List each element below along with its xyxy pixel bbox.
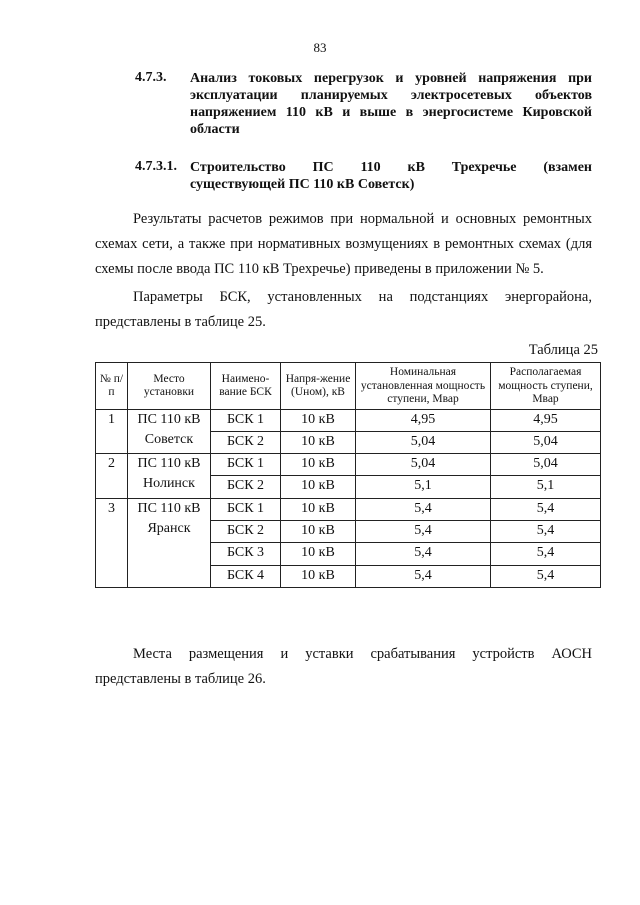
table-row (96, 409, 601, 431)
cell-nominal: 5,4 (356, 498, 491, 520)
group-place (128, 454, 211, 499)
cell-name: БСК 4 (211, 565, 281, 587)
paragraph-bsk-params: Параметры БСК, установленных на подстанциях энергорайона, представлены в таблице 25. (95, 289, 592, 330)
header-available: Располагаемая мощность ступени, Мвар (491, 363, 601, 410)
group-place-line1: ПС 110 кВ (137, 500, 201, 516)
cell-available: 4,95 (491, 409, 601, 431)
cell-voltage: 10 кВ (281, 454, 356, 476)
cell-available: 5,04 (491, 431, 601, 453)
table-row (96, 454, 601, 476)
cell-available: 5,4 (491, 543, 601, 565)
cell-name: БСК 1 (211, 498, 281, 520)
cell-nominal: 5,4 (356, 520, 491, 542)
header-voltage (281, 363, 356, 410)
cell-nominal: 4,95 (356, 409, 491, 431)
cell-voltage: 10 кВ (281, 565, 356, 587)
group-place-line2: Нолинск (143, 476, 195, 492)
table-header-row (96, 363, 601, 410)
header-nominal: Номинальная установленная мощность ступени, Мвар (356, 363, 491, 410)
cell-nominal: 5,1 (356, 476, 491, 498)
cell-voltage: 10 кВ (281, 543, 356, 565)
header-name: Наимено-вание БСК (211, 363, 281, 410)
cell-nominal: 5,04 (356, 454, 491, 476)
group-num: 2 (96, 454, 128, 499)
cell-available: 5,4 (491, 498, 601, 520)
subsection-number: 4.7.3.1. (135, 159, 177, 174)
group-place-line1: ПС 110 кВ (137, 411, 201, 427)
cell-name: БСК 1 (211, 409, 281, 431)
cell-voltage: 10 кВ (281, 476, 356, 498)
cell-available: 5,4 (491, 565, 601, 587)
group-place-line2: Советск (144, 431, 194, 447)
group-place-line1: ПС 110 кВ (137, 456, 201, 472)
cell-name: БСК 1 (211, 454, 281, 476)
cell-nominal: 5,4 (356, 543, 491, 565)
group-num: 1 (96, 409, 128, 454)
header-voltage-line1: Напря-жение (285, 372, 351, 385)
section-number: 4.7.3. (135, 70, 167, 85)
cell-voltage: 10 кВ (281, 520, 356, 542)
cell-available: 5,4 (491, 520, 601, 542)
group-place (128, 498, 211, 587)
cell-voltage: 10 кВ (281, 409, 356, 431)
paragraph-aosh: Места размещения и уставки срабатывания устройств АОСН представлены в таблице 26. (95, 646, 592, 687)
cell-voltage: 10 кВ (281, 431, 356, 453)
cell-nominal: 5,04 (356, 431, 491, 453)
group-place-line2: Яранск (147, 520, 191, 536)
cell-name: БСК 3 (211, 543, 281, 565)
section-title: Анализ токовых перегрузок и уровней напряжения при эксплуатации планируемых электросетевых объектов напряжением 110 кВ и выше в энергосистеме Кировской области (190, 71, 592, 137)
header-voltage-line2: (Uном), кВ (291, 386, 345, 399)
cell-name: БСК 2 (211, 431, 281, 453)
table-caption: Таблица 25 (528, 342, 598, 358)
subsection-title (190, 159, 592, 193)
cell-name: БСК 2 (211, 520, 281, 542)
cell-available: 5,04 (491, 454, 601, 476)
subsection-title-line2: существующей ПС 110 кВ Советск) (190, 177, 415, 192)
table-row (96, 498, 601, 520)
group-place (128, 409, 211, 454)
page-number: 83 (313, 40, 327, 55)
cell-nominal: 5,4 (356, 565, 491, 587)
paragraph-results: Результаты расчетов режимов при нормальной и основных ремонтных схемах сети, а также при нормативных возмущениях в ремонтных схемах (для схемы после ввода ПС 110 кВ Трехречье) приведены в приложении № 5. (95, 211, 592, 277)
group-num: 3 (96, 498, 128, 587)
cell-available: 5,1 (491, 476, 601, 498)
header-num: № п/п (96, 363, 128, 410)
cell-voltage: 10 кВ (281, 498, 356, 520)
header-place: Место установки (128, 363, 211, 410)
subsection-title-line1: Строительство ПС 110 кВ Трехречье (взамен (190, 160, 592, 175)
cell-name: БСК 2 (211, 476, 281, 498)
bsk-table (95, 362, 601, 588)
